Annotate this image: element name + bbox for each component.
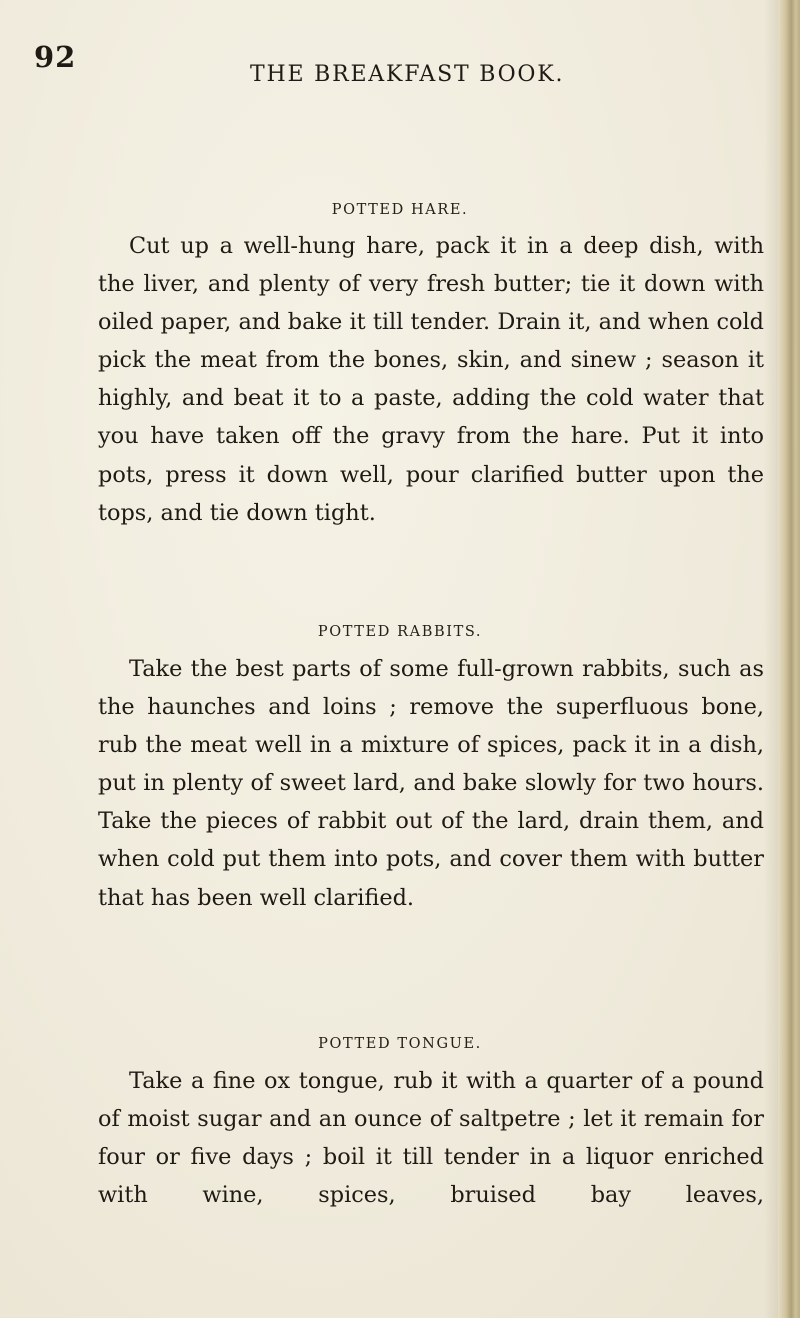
page-edge <box>778 0 800 1318</box>
recipe-text-potted-hare: Cut up a well-hung hare, pack it in a deep dish, with the liver, and plenty of very fresh butter; tie it down with oiled paper, and bake it till tender. Drain it, and when cold pick the meat from the bones, skin, and sinew ; season it highly, and beat it to a paste, adding the cold water that you have taken off the gravy from the hare. Put it into pots, press it down well, pour clarified butter upon the tops, and tie down tight. <box>98 233 764 526</box>
running-title: THE BREAKFAST BOOK. <box>250 62 565 87</box>
recipe-text-potted-tongue: Take a fine ox tongue, rub it with a quarter of a pound of moist sugar and an ounce of saltpetre ; let it remain for four or five days ; boil it till tender in a liquor enriched with wine, spices, bruised bay leaves, <box>98 1068 764 1209</box>
page-edge-shadow <box>764 0 778 1318</box>
recipe-text-potted-rabbits: Take the best parts of some full-grown rabbits, such as the haunches and loins ; remove the superfluous bone, rub the meat well in a mixture of spices, pack it in a dish, put in plenty of sweet lard, and bake slowly for two hours. Take the pieces of rabbit out of the lard, drain them, and when cold put them into pots, and cover them with butter that has been well clarified. <box>98 656 764 911</box>
page-number: 92 <box>34 40 77 74</box>
running-head <box>0 36 800 86</box>
section-title-potted-rabbits: POTTED RABBITS. <box>317 624 483 640</box>
section-title-potted-tongue: POTTED TONGUE. <box>318 1036 482 1052</box>
section-title-potted-hare: POTTED HARE. <box>331 202 469 218</box>
